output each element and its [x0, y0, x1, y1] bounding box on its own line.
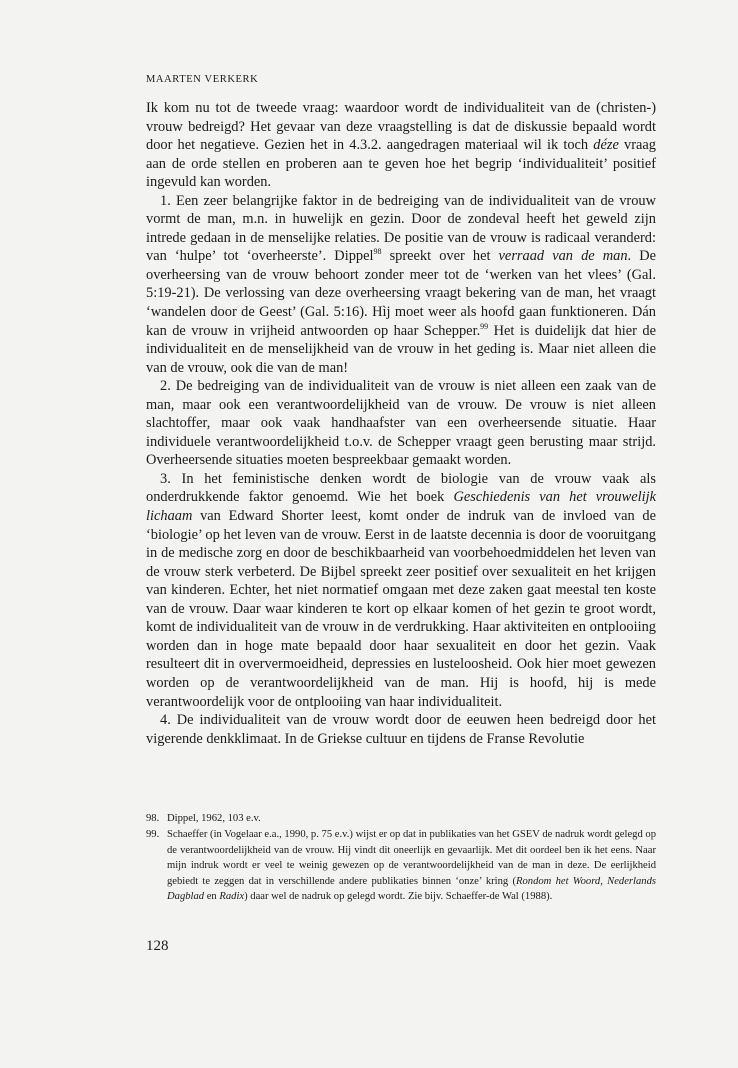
footnotes: [146, 811, 656, 905]
emphasis-text: verraad van de man: [498, 248, 628, 265]
emphasis-text: déze: [593, 137, 619, 154]
footnote-text: [167, 827, 656, 904]
text-run: . De overheersing van de vrouw behoort zonder meer tot de ‘werken van het vlees’ (Gal. 5:19-21). De verlossing van deze overheersing vraagt bekering van de man, het vraagt ‘wandelen door de Geest’ (Gal. 5:16). Hìj moet weer als hoofd gaan funktioneren. Dán kan de vrouw in vrijheid antwoorden op haar Schepper.: [146, 248, 656, 339]
paragraph-1: [146, 192, 656, 377]
text-run: Schaeffer (in Vogelaar e.a., 1990, p. 75 e.v.) wijst er op dat in publikaties van het GSEV de nadruk wordt gelegd op de verantwoordelijkheid van de vrouw. Hij vindt dit oneerlijk en gevaarlijk. Met dit oordeel ben ik het eens. Naar mijn indruk wordt er veel te weinig gewezen op de verantwoordelijkheid van de man in deze. De eerlijkheid gebiedt te zeggen dat in verschillende andere publikaties binnen ‘onze’ kring (: [167, 829, 656, 887]
text-run: 1. Een zeer belangrijke faktor in de bedreiging van de individualiteit van de vrouw vormt de man, m.n. in huwelijk en gezin. Door de zondeval heeft het geweld zijn intrede gedaan in de menselijke relaties. De positie van de vrouw is radicaal veranderd: van ‘hulpe’ tot ‘overheerste’. Dippel: [146, 192, 656, 265]
text-run: van Edward Shorter leest, komt onder de indruk van de invloed van de ‘biologie’ op het leven van de vrouw. Eerst in de laatste decennia is door de vooruitgang in de medische zorg en door de beschikbaarheid van voorbehoedmiddelen het leven van de vrouw sterk verbeterd. De Bijbel spreekt zeer positief over sexualiteit en het krijgen van kinderen. Echter, het niet normatief omgaan met deze zaken gaat meestal ten koste van de vrouw. Daar waar kinderen te kort op elkaar komen of het gezin te groot wordt, komt de individualiteit van de vrouw in de verdrukking. Haar aktiviteiten en ontplooiing worden dan in hoge mate bepaald door haar sexualiteit en door het gezin. Vaak resulteert dit in oververmoeidheid, depressies en lusteloosheid. Ook hier moet gewezen worden op de verantwoordelijkheid van de man. Hij is hoofd, hij is mede verantwoordelijk voor de ontplooiing van haar individualiteit.: [146, 508, 656, 710]
footnote-text: Dippel, 1962, 103 e.v.: [167, 813, 261, 824]
footnote-99: [146, 827, 656, 904]
intro-paragraph: [146, 99, 656, 192]
footnote-ref-99: 99: [480, 321, 489, 331]
footnote-number: 98.: [146, 813, 160, 824]
text-run: spreekt over het: [381, 248, 499, 265]
text-run: en: [204, 891, 220, 903]
paragraph-2: 2. De bedreiging van de individualiteit van de vrouw is niet alleen een zaak van de man, maar ook een verantwoordelijkheid van de vrouw. De vrouw is niet alleen slachtoffer, maar ook vaak handhaafster van een overheersende situatie. Haar individuele verantwoordelijkheid t.o.v. de Schepper vraagt geen berusting maar strijd. Overheersende situaties moeten bespreekbaar gemaakt worden.: [146, 378, 656, 469]
text-run: Ik kom nu tot de tweede vraag: waardoor wordt de individualiteit van de (christen-) vrouw bedreigd? Het gevaar van deze vraagstelling is dat de diskussie bepaald wordt door het negatieve. Gezien het in 4.3.2. aangedragen materiaal wil ik toch: [146, 100, 656, 154]
publication-title: Radix: [219, 891, 245, 903]
paragraph-3: [146, 470, 656, 711]
footnote-98: [146, 811, 656, 826]
page-number: 128: [146, 938, 169, 954]
footnote-number: 99.: [146, 829, 160, 841]
text-run: 3. In het feministische denken wordt de biologie van de vrouw vaak als onderdrukkende faktor genoemd. Wie het boek: [146, 470, 656, 506]
body-text: [146, 99, 656, 748]
text-run: Het is duidelijk dat hier de individualiteit en de menselijkheid van de vrouw in het geding is. Maar niet alleen die van de vrouw, ook die van de man!: [146, 322, 656, 376]
paragraph-4: 4. De individualiteit van de vrouw wordt door de eeuwen heen bedreigd door het vigerende denkklimaat. In de Griekse cultuur en tijdens de Franse Revolutie: [146, 712, 656, 747]
publication-title: Rondom het Woord, Nederlands Dagblad: [167, 875, 656, 903]
text-run: vraag aan de orde stellen en proberen aan te geven hoe het begrip ‘individualiteit’ positief ingevuld kan worden.: [146, 137, 656, 191]
footnote-ref-98: 98: [373, 247, 382, 257]
text-run: ) daar wel de nadruk op gelegd wordt. Zie bijv. Schaeffer-de Wal (1988).: [244, 891, 553, 903]
running-head: MAARTEN VERKERK: [146, 74, 259, 85]
book-title: Geschiedenis van het vrouwelijk lichaam: [146, 489, 656, 525]
